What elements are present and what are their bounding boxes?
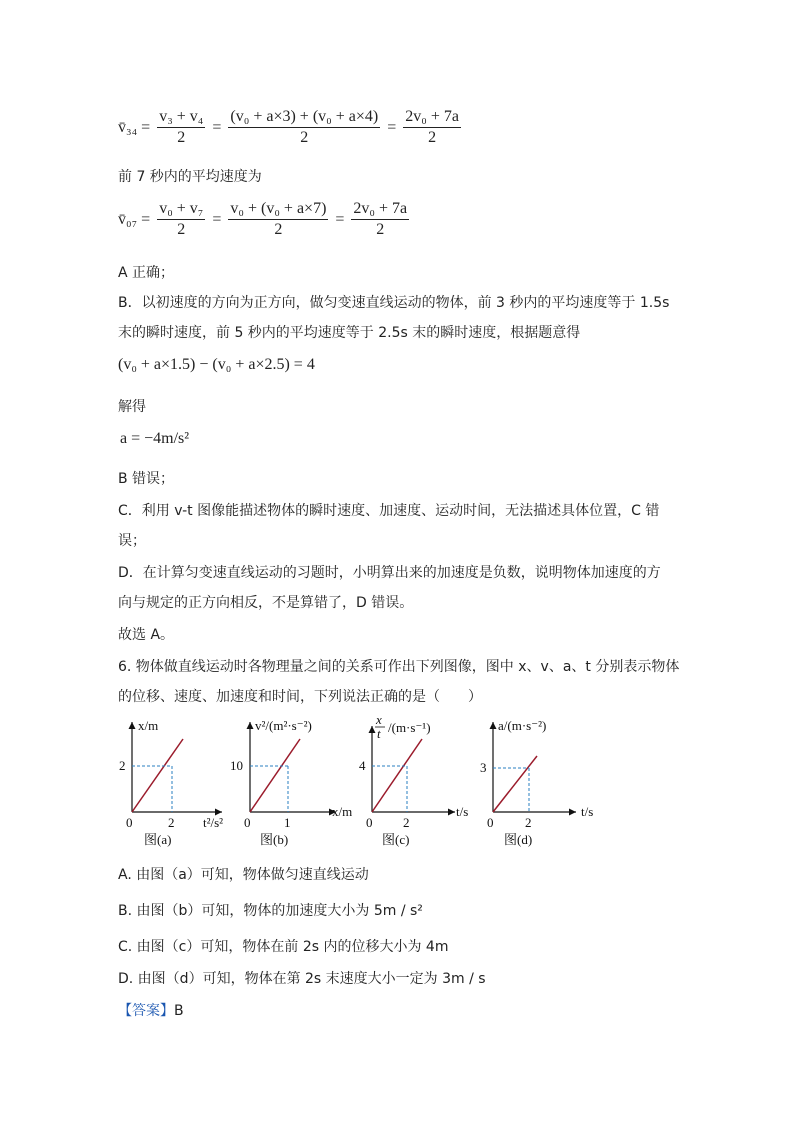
graph-c-line [372, 739, 422, 812]
equation-diff: (v₀ + a×1.5) − (v₀ + a×2.5) = 4 [118, 356, 315, 373]
graph-d-ylabel: a/(m·s⁻²) [498, 718, 547, 733]
d-line2: 向与规定的正方向相反，不是算错了，D 错误。 [118, 595, 414, 611]
eq2-num1: v₀ + v₇ [157, 200, 205, 220]
graph-a-xlabel: t²/s² [203, 815, 224, 830]
eq1-num3: 2v₀ + 7a [403, 108, 461, 128]
graph-d [480, 718, 593, 847]
option-d: D. 由图（d）可知，物体在第 2s 末速度大小一定为 3m / s [118, 971, 486, 987]
graph-b-ytick: 10 [230, 758, 243, 773]
option-c: C. 由图（c）可知，物体在前 2s 内的位移大小为 4m [118, 939, 449, 955]
answer-value: B [174, 1003, 184, 1019]
answer-tag: 【答案】 [118, 1003, 174, 1019]
graph-a-ytick: 2 [119, 758, 126, 773]
graph-d-xtick: 2 [525, 815, 532, 830]
graph-d-xlabel: t/s [581, 804, 594, 819]
graph-d-line [493, 756, 537, 812]
graph-d-caption: 图(d) [504, 832, 533, 847]
equation-accel: a = −4m/s² [120, 430, 190, 447]
c-line1: C．利用 v-t 图像能描述物体的瞬时速度、加速度、运动时间，无法描述具体位置，C 错 [118, 503, 660, 519]
d-line1: D．在计算匀变速直线运动的习题时，小明算出来的加速度是负数，说明物体加速度的方 [118, 565, 661, 581]
equation-avg-07: v̄₀₇ = $\frac{\text{v₀ + v₇}}{2}$ = $\frac{\text{v₀ + (v₀ + a×7)}}{2}$ = $\frac{\text{2v₀ + 7a}}{2}$ [118, 200, 408, 238]
graph-a-line [132, 739, 183, 812]
graph-b-line [250, 739, 300, 812]
graph-b-caption: 图(b) [260, 832, 289, 847]
eq1-num1: v₃ + v₄ [157, 108, 205, 128]
eq1-num2: (v₀ + a×3) + (v₀ + a×4) [228, 108, 380, 128]
b-line1: B．以初速度的方向为正方向，做匀变速直线运动的物体，前 3 秒内的平均速度等于 1.5s [118, 295, 670, 311]
graph-c-caption: 图(c) [382, 832, 410, 847]
eq2-num3: 2v₀ + 7a [351, 200, 409, 220]
graph-c-ylabel-unit: /(m·s⁻¹) [388, 720, 431, 735]
graph-c-xlabel: t/s [456, 804, 469, 819]
graph-c-ylabel-num: x [376, 712, 382, 727]
solve-label: 解得 [118, 399, 146, 415]
c-line2: 误； [118, 533, 146, 549]
option-a: A. 由图（a）可知，物体做匀速直线运动 [118, 867, 369, 883]
graph-a [119, 718, 223, 847]
graphs-figure [110, 712, 610, 852]
choose-answer: 故选 A。 [118, 627, 175, 643]
graph-b [230, 718, 352, 847]
graph-c-xtick: 2 [403, 815, 410, 830]
answer-line [118, 1000, 184, 1020]
eq1-lhs: v̄₃₄ [118, 118, 138, 136]
graph-c [359, 712, 468, 847]
equation-avg-34: v̄₃₄ = $\frac{\text{v₃ + v₄}}{2}$ = $\frac{\text{(v₀ + a×3) + (v₀ + a×4)}}{2}$ = $\frac{\text{2v₀ + 7a}}{2}$ [118, 108, 459, 146]
graph-c-ylabel-den: t [377, 726, 381, 741]
a-correct: A 正确； [118, 265, 175, 281]
graph-a-origin: 0 [126, 815, 133, 830]
graph-b-xtick: 1 [284, 815, 291, 830]
graph-b-ylabel: v²/(m²·s⁻²) [255, 718, 312, 733]
eq2-lhs: v̄₀₇ [118, 210, 138, 228]
option-b: B. 由图（b）可知，物体的加速度大小为 5m / s² [118, 903, 423, 919]
b-line2: 末的瞬时速度，前 5 秒内的平均速度等于 2.5s 末的瞬时速度，根据题意得 [118, 325, 581, 341]
b-wrong: B 错误； [118, 471, 175, 487]
graph-a-ylabel: x/m [138, 718, 159, 733]
graph-a-caption: 图(a) [144, 832, 172, 847]
eq2-num2: v₀ + (v₀ + a×7) [228, 200, 328, 220]
graph-c-ytick: 4 [359, 758, 366, 773]
graph-b-origin: 0 [244, 815, 251, 830]
graph-d-ytick: 3 [480, 760, 487, 775]
question6-line1: 6. 物体做直线运动时各物理量之间的关系可作出下列图像，图中 x、v、a、t 分别表示物体 [118, 659, 680, 675]
graph-c-origin: 0 [366, 815, 373, 830]
line-avg7: 前 7 秒内的平均速度为 [118, 169, 262, 185]
graph-d-origin: 0 [487, 815, 494, 830]
graph-b-xlabel: x/m [332, 804, 353, 819]
graph-a-xtick: 2 [168, 815, 175, 830]
question6-line2: 的位移、速度、加速度和时间，下列说法正确的是（ ） [118, 689, 482, 705]
